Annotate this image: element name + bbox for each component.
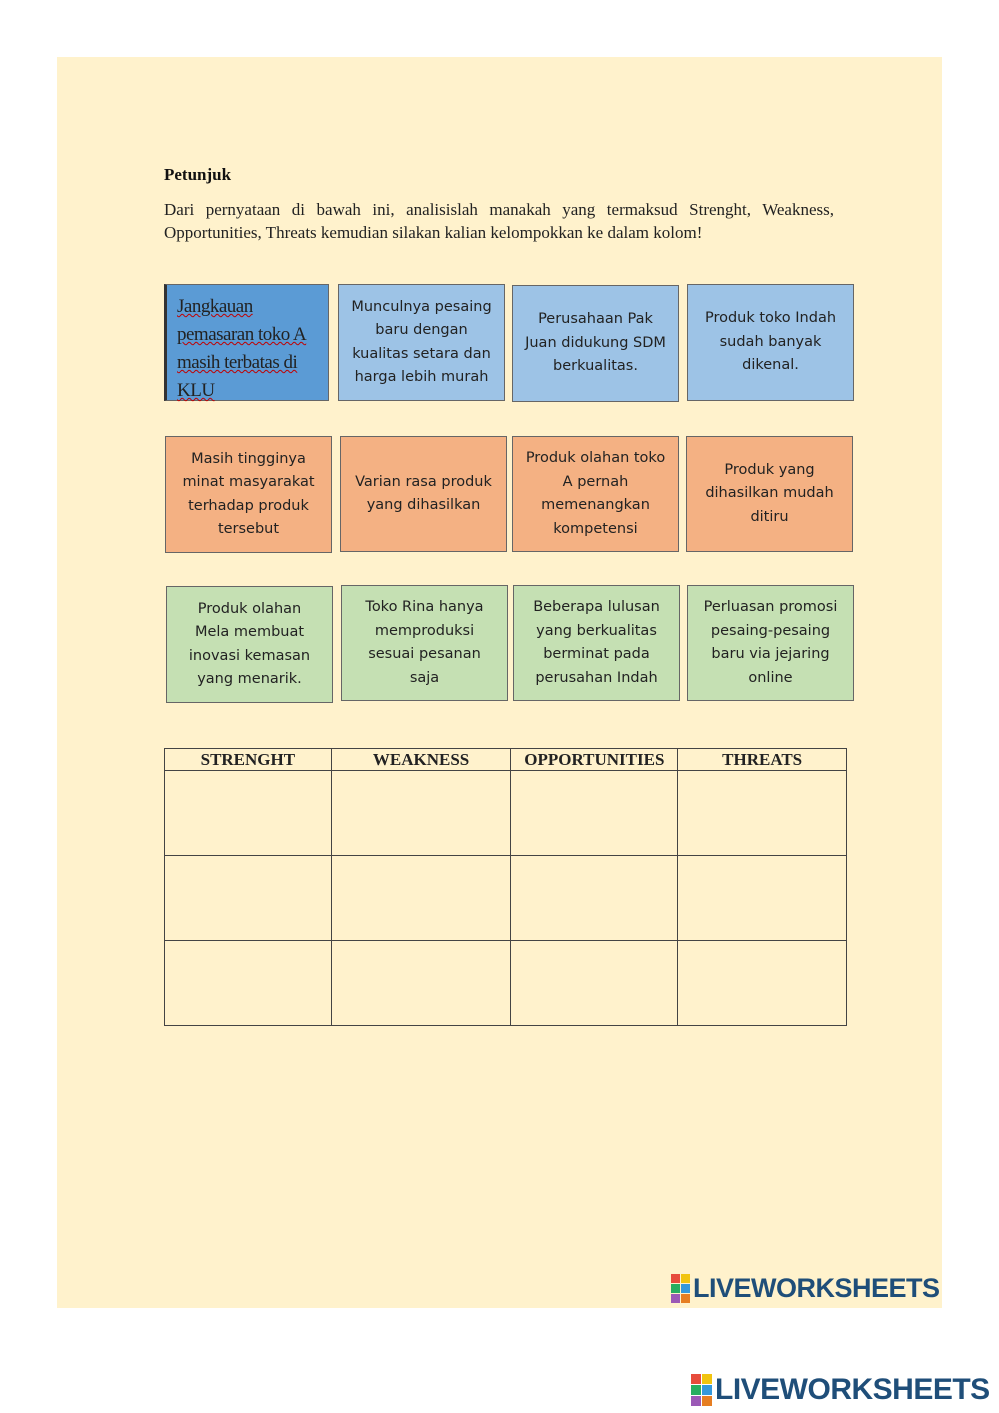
table-row (165, 856, 847, 941)
swot-table (164, 748, 847, 1026)
statement-card[interactable] (164, 284, 329, 401)
header-strenght: STRENGHT (165, 749, 332, 771)
drop-cell-threats[interactable] (678, 856, 847, 941)
drop-cell-opportunities[interactable] (511, 856, 678, 941)
drop-cell-threats[interactable] (678, 771, 847, 856)
header-opportunities: OPPORTUNITIES (511, 749, 678, 771)
table-row (165, 941, 847, 1026)
drop-cell-threats[interactable] (678, 941, 847, 1026)
statement-card[interactable]: Produk olahan toko A pernah memenangkan kompetensi (512, 436, 679, 552)
logo-text: LIVEWORKSHEETS (715, 1373, 990, 1406)
instruction-title: Petunjuk (164, 165, 232, 184)
statement-card[interactable]: Produk toko Indah sudah banyak dikenal. (687, 284, 854, 401)
drop-cell-weakness[interactable] (331, 771, 511, 856)
header-threats: THREATS (678, 749, 847, 771)
statement-card[interactable]: Masih tingginya minat masyarakat terhadap produk tersebut (165, 436, 332, 553)
drop-cell-strenght[interactable] (165, 771, 332, 856)
statement-card[interactable]: Perusahaan Pak Juan didukung SDM berkualitas. (512, 285, 679, 402)
header-weakness: WEAKNESS (331, 749, 511, 771)
liveworksheets-logo-icon (671, 1274, 690, 1303)
statement-card[interactable]: Toko Rina hanya memproduksi sesuai pesanan saja (341, 585, 508, 701)
logo-text: LIVEWORKSHEETS (693, 1273, 940, 1303)
statement-card[interactable]: Beberapa lulusan yang berkualitas berminat pada perusahan Indah (513, 585, 680, 701)
drop-cell-opportunities[interactable] (511, 771, 678, 856)
instruction-text: Dari pernyataan di bawah ini, analisislah manakah yang termaksud Strenght, Weakness, Opportunities, Threats kemudian silakan kalian kelompokkan ke dalam kolom! (164, 200, 834, 242)
table-header-row (165, 749, 847, 771)
drop-cell-weakness[interactable] (331, 856, 511, 941)
liveworksheets-logo (671, 1273, 940, 1304)
statement-card[interactable]: Varian rasa produk yang dihasilkan (340, 436, 507, 552)
drop-cell-weakness[interactable] (331, 941, 511, 1026)
liveworksheets-logo[interactable] (691, 1373, 990, 1407)
statement-card[interactable]: Produk yang dihasilkan mudah ditiru (686, 436, 853, 552)
statement-text: Jangkauan pemasaran toko A masih terbatas di KLU (177, 296, 307, 401)
statement-card[interactable]: Produk olahan Mela membuat inovasi kemasan yang menarik. (166, 586, 333, 703)
table-row (165, 771, 847, 856)
statement-card[interactable]: Munculnya pesaing baru dengan kualitas setara dan harga lebih murah (338, 284, 505, 401)
drop-cell-opportunities[interactable] (511, 941, 678, 1026)
drop-cell-strenght[interactable] (165, 856, 332, 941)
drop-cell-strenght[interactable] (165, 941, 332, 1026)
liveworksheets-logo-icon (691, 1374, 712, 1406)
statement-card[interactable]: Perluasan promosi pesaing-pesaing baru via jejaring online (687, 585, 854, 701)
